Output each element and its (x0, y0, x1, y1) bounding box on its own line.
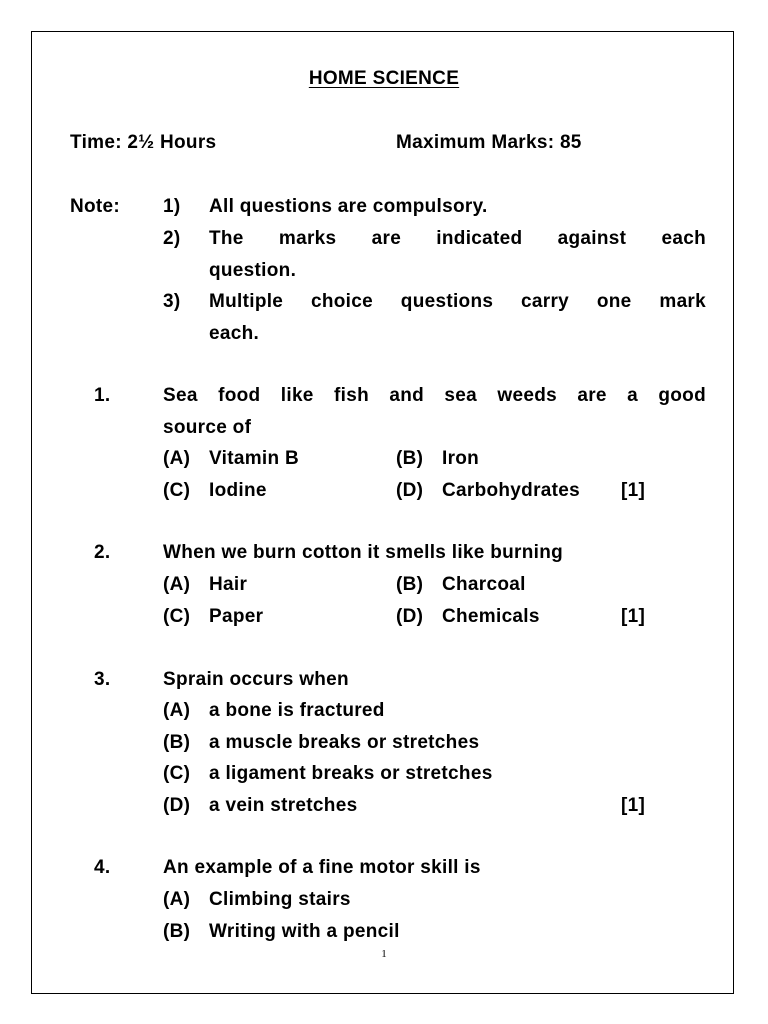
option-text: Hair (209, 574, 248, 595)
note-text-continued: question. (209, 260, 297, 281)
note-text: All questions are compulsory. (209, 196, 488, 217)
option-text: a vein stretches (209, 795, 358, 816)
option-text: Iodine (209, 480, 267, 501)
question-number: 1. (94, 385, 111, 406)
question-text: Sea food like fish and sea weeds are a good (163, 385, 706, 406)
option-label: (D) (396, 480, 424, 501)
note-text: The marks are indicated against each (209, 228, 706, 249)
note-text: Multiple choice questions carry one mark (209, 291, 706, 312)
option-text: Chemicals (442, 606, 540, 627)
note-text-continued: each. (209, 323, 260, 344)
option-text: Paper (209, 606, 264, 627)
page-border (31, 31, 734, 994)
question-number: 4. (94, 857, 111, 878)
option-label: (C) (163, 480, 191, 501)
option-text: a ligament breaks or stretches (209, 763, 493, 784)
option-label: (B) (163, 921, 191, 942)
option-label: (D) (163, 795, 191, 816)
option-label: (C) (163, 763, 191, 784)
option-text: Climbing stairs (209, 889, 351, 910)
note-number: 3) (163, 291, 181, 312)
option-text: Iron (442, 448, 480, 469)
question-text: When we burn cotton it smells like burning (163, 542, 564, 563)
option-label: (B) (396, 574, 424, 595)
exam-time: Time: 2½ Hours (70, 132, 217, 153)
maximum-marks: Maximum Marks: 85 (396, 132, 582, 153)
option-label: (A) (163, 574, 191, 595)
option-text: a muscle breaks or stretches (209, 732, 480, 753)
page-number: 1 (381, 948, 387, 960)
question-text-continued: source of (163, 417, 252, 438)
question-marks: [1] (621, 606, 646, 627)
question-number: 2. (94, 542, 111, 563)
question-text: An example of a fine motor skill is (163, 857, 481, 878)
option-text: Writing with a pencil (209, 921, 400, 942)
page-title: HOME SCIENCE (308, 68, 460, 89)
option-label: (A) (163, 700, 191, 721)
note-label: Note: (70, 196, 121, 217)
option-label: (A) (163, 889, 191, 910)
option-text: a bone is fractured (209, 700, 385, 721)
question-text: Sprain occurs when (163, 669, 349, 690)
option-label: (A) (163, 448, 191, 469)
option-label: (B) (396, 448, 424, 469)
option-label: (D) (396, 606, 424, 627)
option-label: (B) (163, 732, 191, 753)
note-number: 1) (163, 196, 181, 217)
question-number: 3. (94, 669, 111, 690)
option-text: Charcoal (442, 574, 526, 595)
question-marks: [1] (621, 480, 646, 501)
question-marks: [1] (621, 795, 646, 816)
option-text: Vitamin B (209, 448, 299, 469)
note-number: 2) (163, 228, 181, 249)
option-label: (C) (163, 606, 191, 627)
option-text: Carbohydrates (442, 480, 580, 501)
